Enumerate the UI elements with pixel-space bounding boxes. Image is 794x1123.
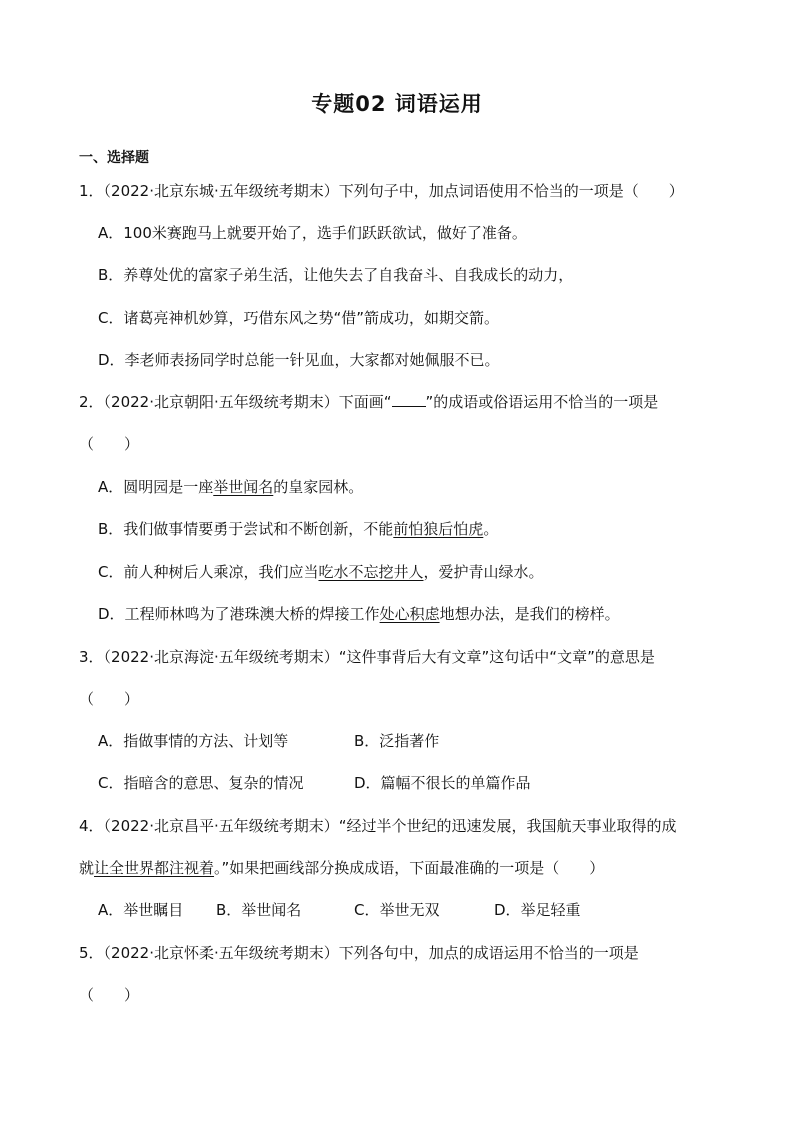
question-4-option-d[interactable]: D．举足轻重 [494,901,581,919]
question-2-stem: 2．（2022·北京朝阳·五年级统考期末）下面画“ ”的成语或俗语运用不恰当的一项是 [79,393,659,411]
question-3-option-b[interactable]: B．泛指著作 [354,732,440,750]
question-1-stem: 1．（2022·北京东城·五年级统考期末）下列句子中，加点词语使用不恰当的一项是（ ） [79,182,684,200]
section-heading: 一、选择题 [79,150,149,166]
blank-underline [392,392,426,407]
question-1-option-a[interactable]: A．100米赛跑马上就要开始了，选手们跃跃欲试，做好了准备。 [98,224,527,242]
question-2-answer-paren: （ ） [79,435,140,453]
question-4-option-c[interactable]: C．举世无双 [354,901,440,919]
question-1-option-d[interactable]: D．李老师表扬同学时总能一针见血，大家都对她佩服不已。 [98,351,500,369]
question-3-option-a[interactable]: A．指做事情的方法、计划等 [98,732,289,750]
question-3-answer-paren: （ ） [79,690,140,708]
question-4-option-b[interactable]: B．举世闻名 [216,901,302,919]
question-3-option-c[interactable]: C．指暗含的意思、复杂的情况 [98,774,304,792]
question-1-option-c[interactable]: C．诸葛亮神机妙算，巧借东风之势“借”箭成功，如期交箭。 [98,309,500,327]
question-5-answer-paren: （ ） [79,986,140,1004]
question-5-stem: 5．（2022·北京怀柔·五年级统考期末）下列各句中，加点的成语运用不恰当的一项是 [79,944,639,962]
question-1-option-b[interactable]: B．养尊处优的富家子弟生活，让他失去了自我奋斗、自我成长的动力， [98,266,574,284]
question-2-option-d[interactable]: D．工程师林鸣为了港珠澳大桥的焊接工作处心积虑地想办法，是我们的榜样。 [98,605,620,623]
question-3-option-d[interactable]: D．篇幅不很长的单篇作品 [354,774,531,792]
question-2-option-c[interactable]: C．前人种树后人乘凉，我们应当吃水不忘挖井人，爱护青山绿水。 [98,563,544,581]
page-title: 专题02 词语运用 [311,92,483,116]
question-3-stem: 3．（2022·北京海淀·五年级统考期末）“这件事背后大有文章”这句话中“文章”的意思是 [79,648,655,666]
question-2-option-b[interactable]: B．我们做事情要勇于尝试和不断创新，不能前怕狼后怕虎。 [98,520,499,538]
question-4-stem-line2: 就让全世界都注视着。”如果把画线部分换成成语，下面最准确的一项是（ ） [79,859,605,877]
question-4-option-a[interactable]: A．举世瞩目 [98,901,184,919]
question-2-option-a[interactable]: A．圆明园是一座举世闻名的皇家园林。 [98,478,364,496]
question-4-stem: 4．（2022·北京昌平·五年级统考期末）“经过半个世纪的迅速发展，我国航天事业取得的成 [79,817,677,835]
